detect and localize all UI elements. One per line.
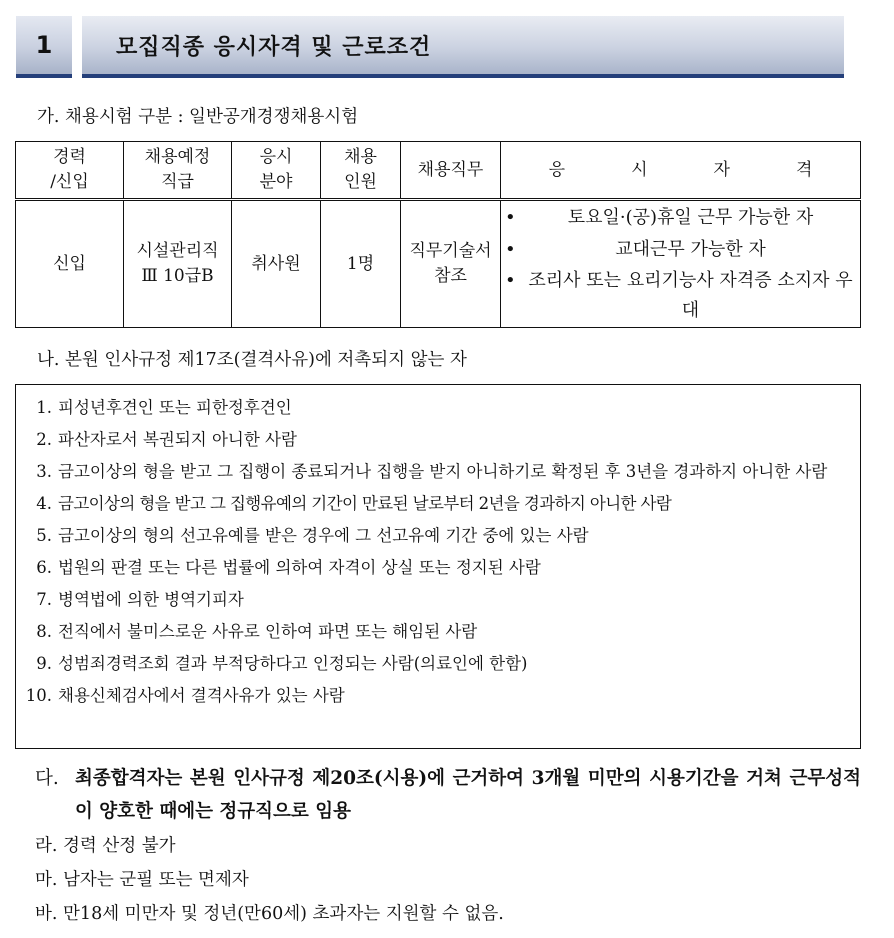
list-item: 6. 법원의 판결 또는 다른 법률에 의하여 자격이 상실 또는 정지된 사람	[36, 558, 541, 577]
section-header	[16, 16, 844, 78]
table-row	[16, 200, 861, 328]
section-title: 모집직종 응시자격 및 근로조건	[82, 16, 844, 78]
section-number: 1	[16, 16, 72, 78]
list-item: 7. 병역법에 의한 병역기피자	[36, 590, 244, 609]
section-ma: 마. 남자는 군필 또는 면제자	[35, 870, 249, 890]
header-field: 응시 분야	[232, 142, 321, 200]
list-item: 4. 금고이상의 형을 받고 그 집행유예의 기간이 만료된 날로부터 2년을 경과하지 아니한 사람	[36, 494, 672, 513]
section-da-label: 다.	[35, 768, 59, 789]
list-item: 1. 피성년후견인 또는 피한정후견인	[36, 398, 292, 417]
section-ga: 가. 채용시험 구분 : 일반공개경쟁채용시험	[37, 107, 359, 127]
section-da	[35, 762, 861, 828]
cell-qualifications	[501, 200, 861, 328]
recruitment-table	[15, 141, 861, 328]
list-item: 5. 금고이상의 형의 선고유예를 받은 경우에 그 선고유예 기간 중에 있는 사람	[36, 526, 589, 545]
header-count: 채용 인원	[321, 142, 401, 200]
list-item: 2. 파산자로서 복권되지 아니한 사람	[36, 430, 297, 449]
cell-field: 취사원	[232, 200, 321, 328]
section-ra: 라. 경력 산정 불가	[35, 836, 176, 856]
list-item: 10. 채용신체검사에서 결격사유가 있는 사람	[25, 686, 345, 705]
cell-count: 1명	[321, 200, 401, 328]
header-qualification: 응 시 자 격	[501, 142, 861, 200]
header-career: 경력 /신입	[16, 142, 124, 200]
disqualification-box	[15, 384, 861, 749]
header-grade: 채용예정 직급	[124, 142, 232, 200]
qualification-item: • 조리사 또는 요리기능사 자격증 소지자 우대	[503, 266, 858, 326]
qualification-item: • 교대근무 가능한 자	[503, 234, 858, 266]
cell-grade: 시설관리직 Ⅲ 10급B	[124, 200, 232, 328]
table-header-row	[16, 142, 861, 200]
qualification-item: • 토요일·(공)휴일 근무 가능한 자	[503, 202, 858, 234]
list-item: 9. 성범죄경력조회 결과 부적당하다고 인정되는 사람(의료인에 한함)	[36, 654, 528, 673]
list-item: 8. 전직에서 불미스로운 사유로 인하여 파면 또는 해임된 사람	[36, 622, 478, 641]
header-duty: 채용직무	[401, 142, 501, 200]
cell-career: 신입	[16, 200, 124, 328]
section-ba: 바. 만18세 미만자 및 정년(만60세) 초과자는 지원할 수 없음.	[35, 904, 504, 924]
disqualification-list	[16, 385, 860, 712]
list-item: 3. 금고이상의 형을 받고 그 집행이 종료되거나 집행을 받지 아니하기로 확정된 후 3년을 경과하지 아니한 사람	[36, 462, 828, 481]
cell-duty: 직무기술서 참조	[401, 200, 501, 328]
section-na: 나. 본원 인사규정 제17조(결격사유)에 저촉되지 않는 자	[37, 350, 467, 370]
section-da-text: 최종합격자는 본원 인사규정 제20조(시용)에 근거하여 3개월 미만의 시용기간을 거쳐 근무성적이 양호한 때에는 정규직으로 임용	[75, 768, 861, 822]
